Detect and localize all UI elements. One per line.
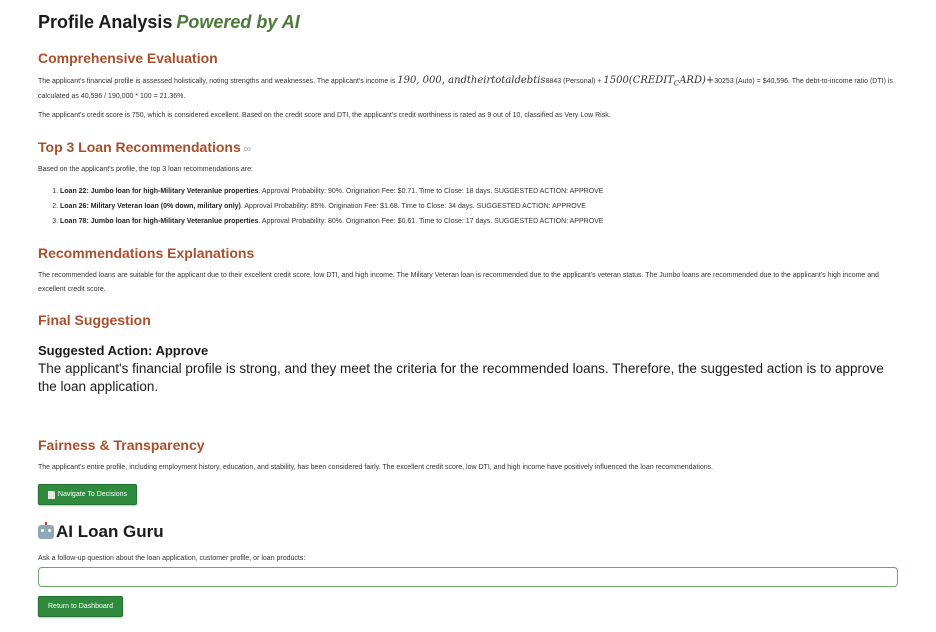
loan-name: Loan 22: Jumbo loan for high-Military Veteranlue properties <box>60 188 259 195</box>
document-icon <box>48 491 55 499</box>
recommendations-intro: Based on the applicant's profile, the top 3 loan recommendations are: <box>38 166 253 173</box>
loan-name: Loan 78: Jumbo loan for high-Military Veteranlue properties <box>60 218 259 225</box>
loan-details: . Approval Probability: 80%. Origination Fee: $0.61. Time to Close: 17 days. SUGGESTED ACTION: APPROVE <box>258 218 604 225</box>
loan-name: Loan 26: Military Veteran loan (0% down, military only) <box>60 203 241 210</box>
loan-details: . Approval Probability: 85%. Origination Fee: $1.68. Time to Close: 34 days. SUGGESTED ACTION: APPROVE <box>240 203 586 210</box>
robot-icon <box>38 525 54 539</box>
eval-text-c: 30253 (Auto) = $40,596. The debt-to-income ratio (DTI) is calculated as 40,596 / 190,000 * 100 = 21.36%. <box>38 78 893 101</box>
navigate-button-label: Navigate To Decisions <box>57 491 128 498</box>
dashboard-button-label: Return to Dashboard <box>48 603 113 610</box>
link-icon[interactable]: ∞ <box>243 144 251 155</box>
return-to-dashboard-button[interactable] <box>38 596 123 617</box>
suggested-action: Suggested Action: Approve <box>38 343 209 358</box>
fairness-text: The applicant's entire profile, including employment history, education, and stability, has been considered fairly. The excellent credit score, low DTI, and high income have positively influenced the loan recommendations. <box>38 464 714 471</box>
evaluation-paragraph-1 <box>38 74 894 104</box>
guru-prompt: Ask a follow-up question about the loan application, customer profile, or loan products: <box>38 555 306 562</box>
navigate-to-decisions-button[interactable] <box>38 484 137 505</box>
evaluation-paragraph-2: The applicant's credit score is 750, which is considered excellent. Based on the credit score and DTI, the applicant's credit worthiness is rated as 9 out of 10, classified as Very Low Risk. <box>38 112 611 119</box>
eval-text-b: 8843 (Personal) + <box>545 78 604 85</box>
recommendations-heading <box>38 139 251 155</box>
final-suggestion-body: The applicant's financial profile is strong, and they meet the criteria for the recommended loans. Therefore, the suggested action is to approve the loan application. <box>38 361 884 394</box>
eval-text-a: The applicant's financial profile is assessed holistically, noting strengths and weaknesses. The applicant's income is <box>38 78 398 85</box>
page-title-text: Profile Analysis <box>38 12 173 32</box>
final-suggestion-heading: Final Suggestion <box>38 312 151 328</box>
loan-details: . Approval Probability: 90%. Origination Fee: $0.71. Time to Close: 18 days. SUGGESTED ACTION: APPROVE <box>258 188 604 195</box>
page-title <box>38 12 300 33</box>
evaluation-heading: Comprehensive Evaluation <box>38 50 218 66</box>
eval-math-3: ARD)+ <box>679 75 715 86</box>
explanations-heading: Recommendations Explanations <box>38 245 255 261</box>
explanations-text: The recommended loans are suitable for the applicant due to their excellent credit score, low DTI, and high income. The Military Veteran loan is recommended due to the applicant's veteran status. The Jumbo loans are recommended due to the applicant's high income and excellent credit score. <box>38 272 879 293</box>
eval-math-2: 1500(CREDIT <box>603 75 674 86</box>
fairness-heading: Fairness & Transparency <box>38 437 205 453</box>
eval-math-sub: C <box>673 79 680 88</box>
powered-by-ai: Powered by AI <box>176 12 300 32</box>
ai-loan-guru-title <box>38 522 164 542</box>
guru-title-text: AI Loan Guru <box>56 522 164 541</box>
eval-math-1: 190, 000, andtheirtotaldebtis <box>397 75 546 86</box>
guru-question-input[interactable] <box>38 567 898 587</box>
list-item <box>60 214 900 229</box>
list-item <box>60 184 900 199</box>
recommendations-heading-text: Top 3 Loan Recommendations <box>38 139 241 155</box>
recommendations-list <box>38 184 900 229</box>
list-item <box>60 199 900 214</box>
